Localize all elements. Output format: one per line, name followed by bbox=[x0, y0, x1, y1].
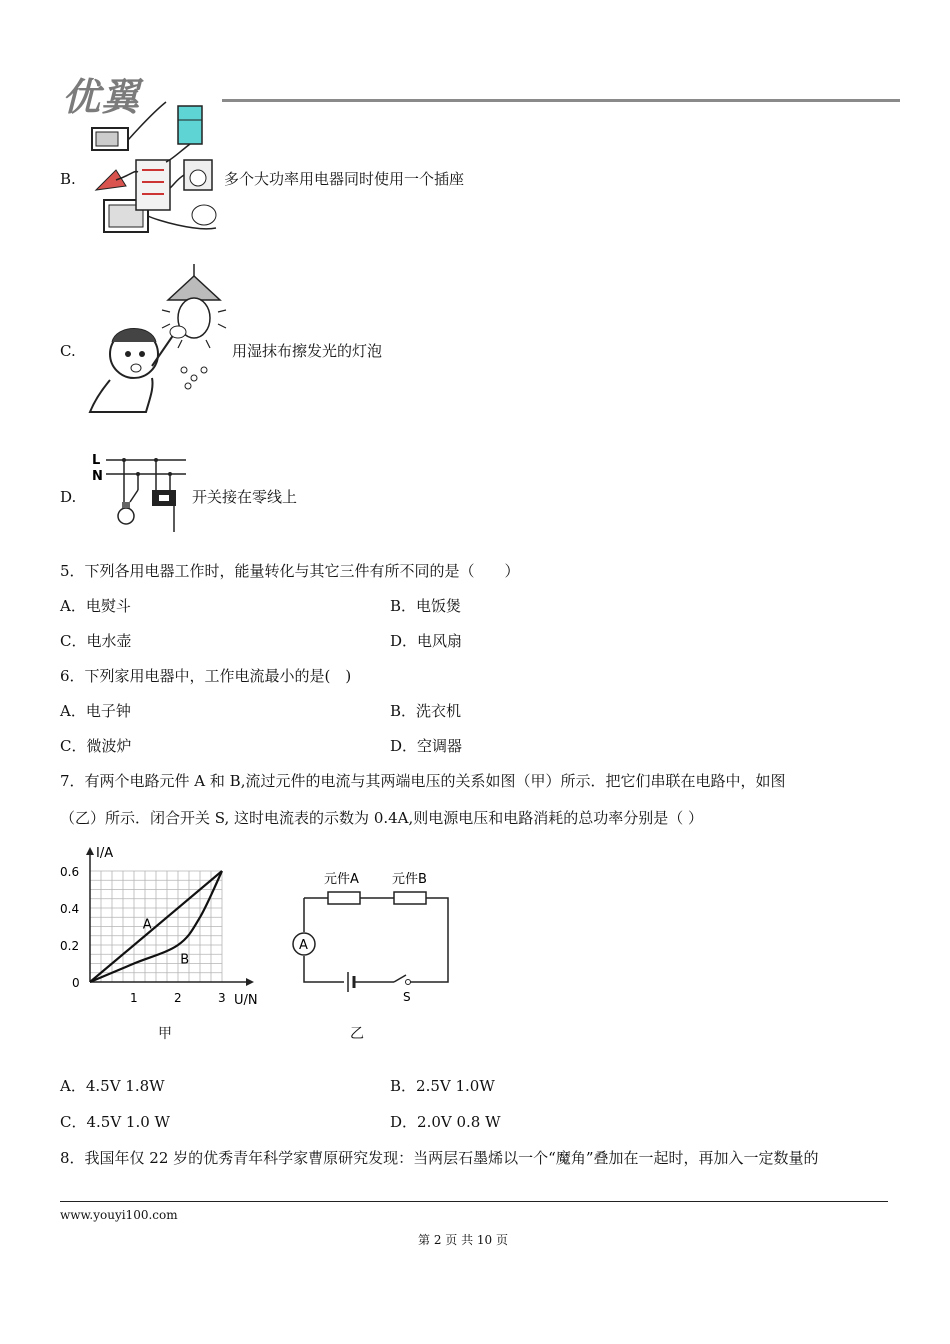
x-tick-label: 2 bbox=[174, 991, 182, 1005]
series-circuit-diagram bbox=[290, 862, 460, 1012]
x-tick-label: 1 bbox=[130, 991, 138, 1005]
y-axis-arrow bbox=[86, 847, 94, 855]
circuit-caption: 乙 bbox=[350, 1026, 364, 1042]
origin-label: 0 bbox=[72, 976, 80, 990]
x-axis-arrow bbox=[246, 978, 254, 986]
q7-stem-line2: （乙）所示．闭合开关 S, 这时电流表的示数为 0.4A,则电源电压和电路消耗的总功率分别是（ ） bbox=[60, 809, 704, 827]
q5-option-d: D．电风扇 bbox=[390, 632, 463, 650]
q7-option-b: B．2.5V 1.0W bbox=[390, 1077, 495, 1095]
y-tick-label: 0.6 bbox=[60, 865, 80, 879]
option-c-text: 用湿抹布擦发光的灯泡 bbox=[232, 342, 383, 360]
q6-stem: 6．下列家用电器中，工作电流最小的是( ) bbox=[60, 667, 352, 685]
q6-option-b: B．洗衣机 bbox=[390, 702, 462, 720]
iv-chart bbox=[55, 842, 275, 1017]
footer-divider bbox=[60, 1201, 888, 1202]
q8-stem: 8．我国年仅 22 岁的优秀青年科学家曹原研究发现：当两层石墨烯以一个“魔角”叠加在一起时，再加入一定数量的 bbox=[60, 1149, 819, 1167]
circuit-wires bbox=[304, 898, 448, 982]
y-tick-label: 0.4 bbox=[60, 902, 80, 916]
option-d-text: 开关接在零线上 bbox=[192, 488, 298, 506]
q7-option-d: D．2.0V 0.8 W bbox=[390, 1113, 501, 1131]
option-letter-b: B. bbox=[60, 170, 76, 188]
q6-option-a: A．电子钟 bbox=[60, 702, 131, 720]
switch-label: S bbox=[403, 990, 411, 1004]
option-b-text: 多个大功率用电器同时使用一个插座 bbox=[224, 170, 465, 188]
q7-option-c: C．4.5V 1.0 W bbox=[60, 1113, 170, 1131]
switch-lever bbox=[394, 975, 406, 982]
q7-stem-line1: 7．有两个电路元件 A 和 B,流过元件的电流与其两端电压的关系如图（甲）所示．把它们串联在电路中，如图 bbox=[60, 772, 786, 790]
q5-stem: 5．下列各用电器工作时，能量转化与其它三件有所不同的是（ ） bbox=[60, 562, 520, 580]
graph-caption: 甲 bbox=[158, 1026, 172, 1042]
series-label-b: B bbox=[180, 952, 190, 968]
svg-text:N: N bbox=[92, 469, 103, 484]
y-axis-label: I/A bbox=[96, 846, 114, 861]
q6-option-c: C．微波炉 bbox=[60, 737, 132, 755]
header-divider bbox=[222, 99, 900, 102]
q5-option-a: A．电熨斗 bbox=[60, 597, 131, 615]
q5-option-c: C．电水壶 bbox=[60, 632, 132, 650]
q6-option-d: D．空调器 bbox=[390, 737, 463, 755]
q7-option-a: A．4.5V 1.8W bbox=[60, 1077, 165, 1095]
ammeter-label: A bbox=[299, 938, 308, 953]
x-tick-label: 3 bbox=[218, 991, 226, 1005]
y-tick-label: 0.2 bbox=[60, 939, 80, 953]
option-letter-c: C. bbox=[60, 342, 76, 360]
option-letter-d: D. bbox=[60, 488, 77, 506]
footer-url[interactable]: www.youyi100.com bbox=[60, 1208, 178, 1222]
svg-text:L: L bbox=[92, 453, 101, 468]
component-b-resistor bbox=[394, 892, 426, 904]
boy-wiping-bulb-icon bbox=[86, 262, 231, 422]
component-a-label: 元件A bbox=[324, 872, 359, 887]
component-b-label: 元件B bbox=[392, 872, 427, 887]
logo: 优翼 bbox=[62, 75, 141, 119]
component-a-resistor bbox=[328, 892, 360, 904]
x-axis-label: U/N bbox=[234, 993, 258, 1008]
power-strip-appliances-icon bbox=[86, 100, 222, 240]
switch-contact bbox=[406, 980, 411, 985]
series-label-a: A bbox=[142, 917, 152, 933]
q5-option-b: B．电饭煲 bbox=[390, 597, 462, 615]
page-number: 第 2 页 共 10 页 bbox=[418, 1233, 508, 1247]
circuit-switch-neutral-icon bbox=[86, 446, 192, 542]
